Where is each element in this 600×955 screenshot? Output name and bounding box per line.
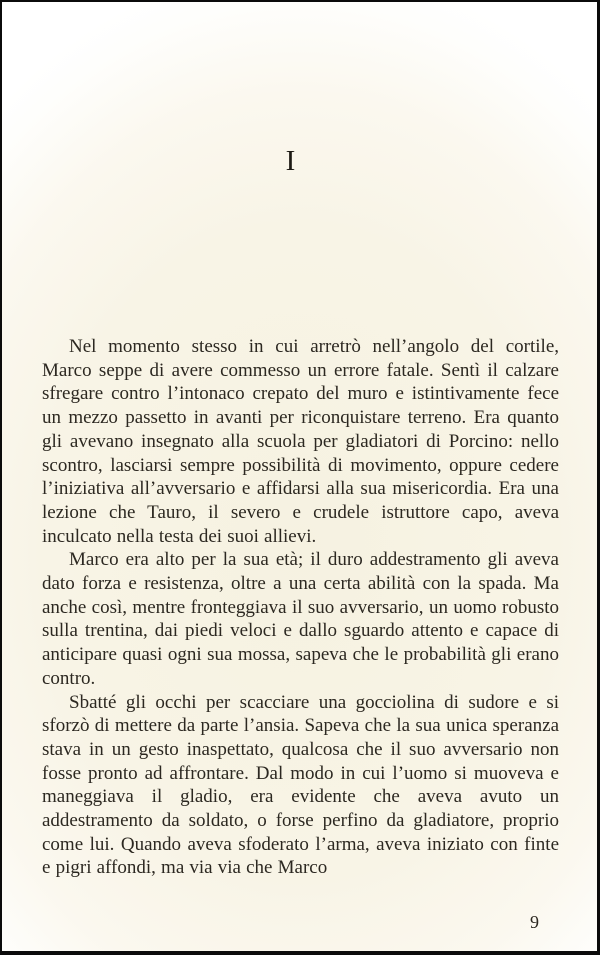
chapter-heading: I: [285, 145, 297, 177]
page-number: 9: [530, 912, 539, 932]
paragraph-3: Sbatté gli occhi per scacciare una gocciolina di sudore e si sforzò di mettere da parte l’ansia. Sapeva che la sua unica speranza stava in un gesto inaspettato, qualcosa che il suo avversario non fosse pronto ad affrontare. Dal modo in cui l’uomo si muoveva e maneggiava il gladio, era evidente che aveva avuto un addestramento da soldato, o forse perfino da gladiatore, proprio come lui. Quando aveva sfoderato l’arma, aveva iniziato con finte e pigri affondi, ma via via che Marco: [42, 691, 559, 879]
paragraph-1: Nel momento stesso in cui arretrò nell’angolo del cortile, Marco seppe di avere commesso un errore fatale. Sentì il calzare sfregare contro l’intonaco crepato del muro e istintivamente fece un mezzo passetto in avanti per riconquistare terreno. Era quanto gli avevano insegnato alla scuola per gladiatori di Porcino: nello scontro, lasciarsi sempre possibilità di movimento, oppure cedere l’iniziativa all’avversario e affidarsi alla sua misericordia. Era una lezione che Tauro, il severo e crudele istruttore capo, aveva inculcato nella testa dei suoi allievi.: [42, 336, 559, 547]
paragraph-2: Marco era alto per la sua età; il duro addestramento gli aveva dato forza e resistenza, oltre a una certa abilità con la spada. Ma anche così, mentre fronteggiava il suo avversario, un uomo robusto sulla trentina, dai piedi veloci e dallo sguardo attento e capace di anticipare quasi ogni sua mossa, sapeva che le probabilità gli erano contro.: [42, 549, 559, 689]
body-text: [42, 335, 559, 880]
